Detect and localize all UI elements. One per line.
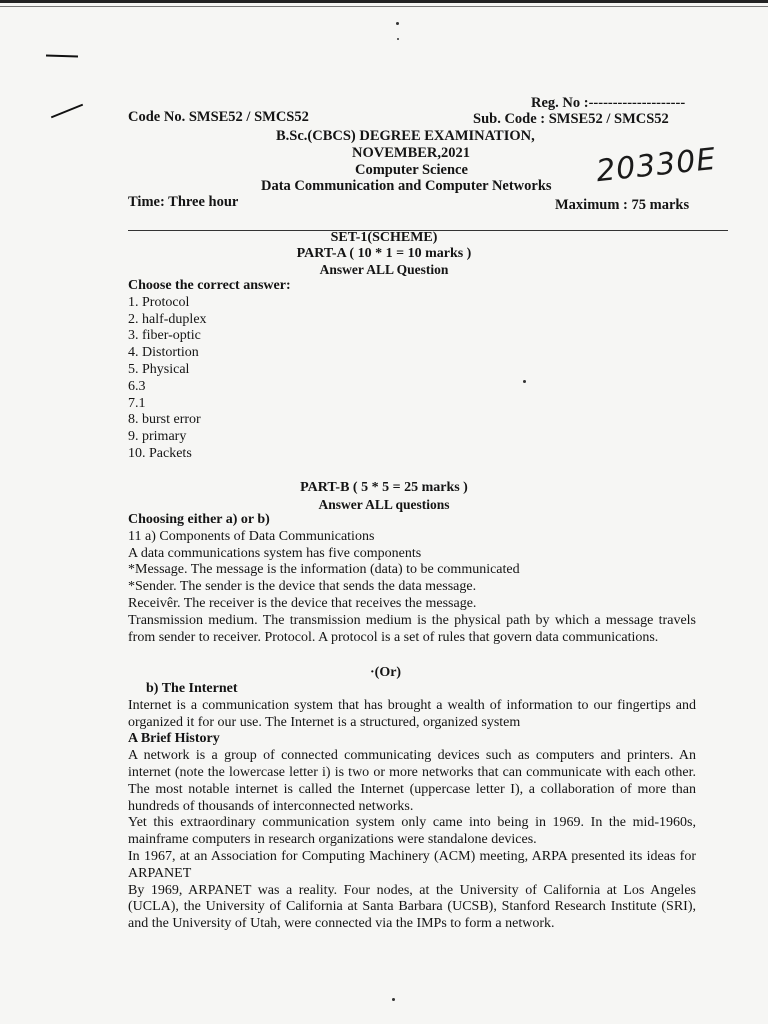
q11a-line: A data communications system has five components xyxy=(128,545,422,561)
exam-session: NOVEMBER,2021 xyxy=(352,145,471,161)
q11a-line: Receivêr. The receiver is the device that receives the message. xyxy=(128,595,477,611)
subject-name: Computer Science xyxy=(355,162,468,178)
q11b-intro: Internet is a communication system that has brought a wealth of information to our fingertips and organized it for our use. The Internet is a structured, organized system xyxy=(128,697,696,730)
choosing-label: Choosing either a) or b) xyxy=(128,512,270,527)
scan-speck xyxy=(392,998,395,1001)
history-paragraph: A network is a group of connected communicating devices such as computers and printers. An internet (note the lowercase letter i) is two or more networks that can communicate with each other. The most notable internet is called the Internet (uppercase letter I), a collaboration of more than hundreds of thousands of interconnected networks. xyxy=(128,748,696,814)
history-paragraph: In 1967, at an Association for Computing Machinery (ACM) meeting, ARPA presented its ideas for ARPANET xyxy=(128,848,696,881)
answer-item: 10. Packets xyxy=(128,445,192,461)
answer-item: 5. Physical xyxy=(128,361,190,377)
scan-speck xyxy=(396,22,399,25)
maximum-marks: Maximum : 75 marks xyxy=(555,197,690,213)
scan-top-edge xyxy=(0,0,768,3)
or-separator: ·(Or) xyxy=(370,665,402,680)
part-a-instruction: Answer ALL Question xyxy=(319,262,449,277)
scan-speck xyxy=(523,380,526,383)
pen-mark xyxy=(51,104,83,119)
paper-title: Data Communication and Computer Networks xyxy=(261,178,552,194)
sub-code: Sub. Code : SMSE52 / SMCS52 xyxy=(473,111,669,127)
q11a-line: Transmission medium. The transmission medium is the physical path by which a message travels from sender to receiver. Protocol. A protocol is a set of rules that govern data communications. xyxy=(128,612,696,645)
q11a-line: *Message. The message is the information (data) to be communicated xyxy=(128,562,520,578)
part-b-instruction: Answer ALL questions xyxy=(318,497,450,512)
answer-item: 3. fiber-optic xyxy=(128,328,201,344)
scan-top-line xyxy=(0,6,768,7)
choose-label: Choose the correct answer: xyxy=(128,278,291,293)
time-allowed: Time: Three hour xyxy=(128,194,239,210)
degree-title: B.Sc.(CBCS) DEGREE EXAMINATION, xyxy=(276,128,535,144)
q11a-title: 11 a) Components of Data Communications xyxy=(128,528,375,544)
answer-item: 7.1 xyxy=(128,395,146,411)
code-no: Code No. SMSE52 / SMCS52 xyxy=(128,109,309,125)
answer-item: 4. Distortion xyxy=(128,345,199,361)
handwritten-number: 20330E xyxy=(594,141,718,190)
q11a-section xyxy=(128,512,696,646)
q11b-title: b) The Internet xyxy=(146,681,238,696)
answer-item: 8. burst error xyxy=(128,412,201,428)
scan-speck xyxy=(397,38,399,40)
part-a-title: PART-A ( 10 * 1 = 10 marks ) xyxy=(296,246,472,261)
part-a-answers xyxy=(128,278,291,463)
history-title: A Brief History xyxy=(128,731,220,747)
pen-mark xyxy=(46,54,78,57)
history-paragraph: Yet this extraordinary communication system only came into being in 1969. In the mid-1960s, mainframe computers in research organizations were standalone devices. xyxy=(128,815,696,848)
answer-item: 6.3 xyxy=(128,378,146,394)
history-paragraph: By 1969, ARPANET was a reality. Four nodes, at the University of California at Los Angeles (UCLA), the University of California at Santa Barbara (UCSB), Stanford Research Institute (SRI), and the University of Utah, were connected via the IMPs to form a network. xyxy=(128,882,696,932)
answer-item: 2. half-duplex xyxy=(128,311,207,327)
set-title: SET-1(SCHEME) xyxy=(330,230,438,245)
q11b-section xyxy=(128,681,696,933)
answer-item: 9. primary xyxy=(128,429,187,445)
answer-item: 1. Protocol xyxy=(128,294,190,310)
part-b-title: PART-B ( 5 * 5 = 25 marks ) xyxy=(300,480,468,495)
reg-no: Reg. No :-------------------- xyxy=(531,95,686,111)
q11a-line: *Sender. The sender is the device that sends the data message. xyxy=(128,579,477,595)
